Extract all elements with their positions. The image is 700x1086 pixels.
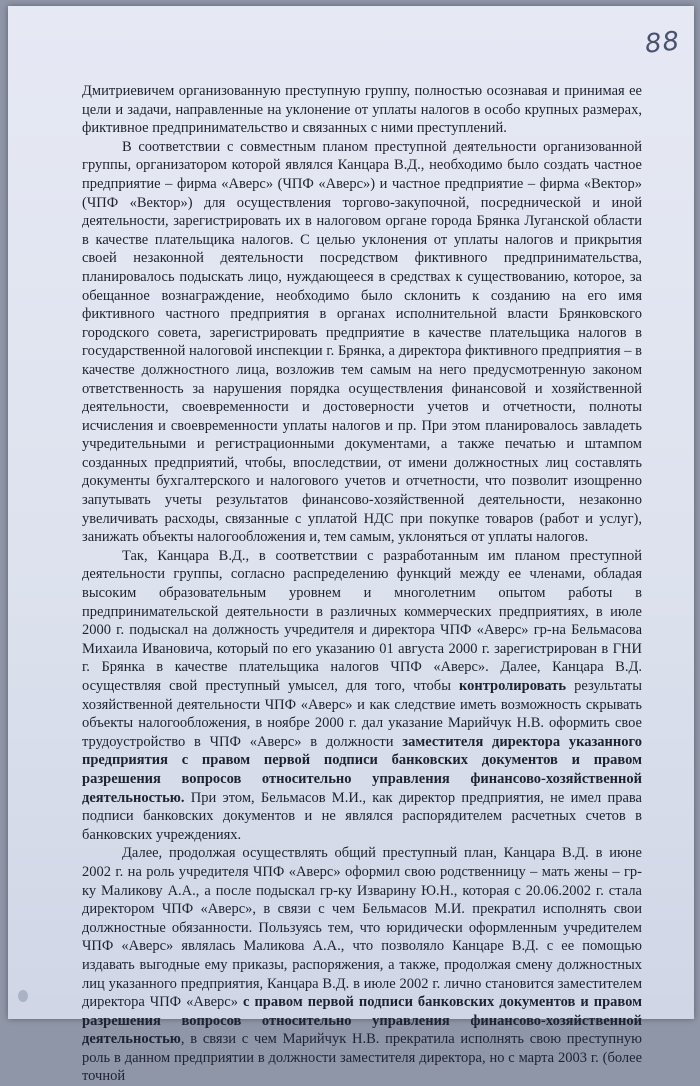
bold-text-span: с правом первой подписи банковских документов и правом разрешения вопросов относительно управления финансово-хозяйственной деятельностью (82, 994, 642, 1048)
text-span: Далее, продолжая осуществлять общий преступный план, Канцара В.Д. в июне 2002 г. на роль учредителя ЧПФ «Аверс» оформил свою родственницу – мать жены – гр-ку Маликову А.А., а после подыскал гр-ку Изварину Ю.Н., которая с 20.06.2002 г. стала директором ЧПФ «Аверс», в связи с чем Бельмасов М.И. прекратил исполнять свои должностные обязанности. Пользуясь тем, что юридически оформленным учредителем ЧПФ «Аверс» являлась Маликова А.А., что позволяло Канцаре В.Д. с ее помощью издавать выгодные ему приказы, распоряжения, а также, продолжая смену должностных лиц указанного предприятия, Канцара В.Д. в июле 2002 г. лично становится заместителем директора ЧПФ «Аверс» (82, 845, 642, 1011)
text-span: Дмитриевичем организованную преступную группу, полностью осознавая и принимая ее цели и задачи, направленные на уклонение от уплаты налогов в особо крупных размерах, фиктивное предпринимательство и связанных с ними преступлений. (82, 83, 642, 137)
document-body (82, 82, 642, 1086)
text-span: , в связи с чем Марийчук Н.В. прекратила исполнять свою преступную роль в данном предприятии в должности заместителя директора, но с марта 2003 г. (более точной (82, 1031, 642, 1085)
handwritten-page-number: 88 (643, 26, 682, 60)
bold-text-span: контролировать (458, 678, 567, 694)
text-span: При этом, Бельмасов М.И., как директор предприятия, не имел права подписи банковских документов и не являлся распорядителем расчетных счетов в банковских учреждениях. (82, 789, 642, 843)
text-span: В соответствии с совместным планом преступной деятельности организованной группы, организатором которой являлся Канцара В.Д., необходимо было создать частное предприятие – фирма «Аверс» (ЧПФ «Аверс») и частное предприятие – фирма «Вектор» (ЧПФ «Вектор») для осуществления торгово-закупочной, посреднической и иной деятельности, зарегистрировать их в налоговом органе города Брянка Луганской области в качестве плательщика налогов. С целью уклонения от уплаты налогов и прикрытия своей незаконной деятельности посредством фиктивного предпринимательства, планировалось подыскать лицо, нуждающееся в средствах к существованию, которое, за обещанное вознаграждение, необходимо было склонить к созданию на его имя фиктивного частного предприятия в органах исполнительной власти Брянковского городского совета, зарегистрировать предприятие в качестве плательщика налогов в государственной налоговой инспекции г. Брянка, а директора фиктивного предприятия – в качестве должностного лица, возложив тем самым на него предусмотренную законом ответственность за нарушения порядка осуществления финансовой и хозяйственной деятельности, своевременности и достоверности учетов и отчетности, полноты исчисления и своевременности уплаты налогов и пр. При этом планировалось завладеть учредительными и регистрационными документами, а также печатью и штампом созданных предприятий, чтобы, впоследствии, от имени должностных лиц составлять документы бухгалтерского и налогового учетов и отчетности, что позволит изощренно запутывать учеты результатов финансово-хозяйственной деятельности, незаконно увеличивать расходы, связанные с уплатой НДС при покупке товаров (работ и услуг), занижать объекты налогообложения и, тем самым, уклоняться от уплаты налогов. (82, 138, 642, 546)
document-page (8, 6, 694, 1085)
bold-text-span: заместителя директора указанного предприятия с правом первой подписи банковских документов и правом разрешения вопросов относительно управления финансово-хозяйственной деятельностью. (82, 733, 642, 806)
text-span: Так, Канцара В.Д., в соответствии с разработанным им планом преступной деятельности группы, согласно распределению функций между ее членами, обладая высоким образовательным уровнем и многолетним опытом работы в предпринимательской деятельности в различных коммерческих предприятиях, в июле 2000 г. подыскал на должность учредителя и директора ЧПФ «Аверс» гр-на Бельмасова Михаила Ивановича, который по его указанию 01 августа 2000 г. зарегистрирован в ГНИ г. Брянка в качестве плательщика налогов ЧПФ «Аверс». Далее, Канцара В.Д. осуществляя свой преступный умысел, для того, чтобы (82, 547, 642, 694)
punch-hole-mark (18, 990, 28, 1002)
paragraph (82, 547, 642, 845)
text-span: результаты хозяйственной деятельности ЧПФ «Аверс» и как следствие иметь возможность скрывать объекты налогообложения, в ноябре 2000 г. дал указание Марийчук Н.В. оформить свое трудоустройство в ЧПФ «Аверс» в должности (82, 678, 642, 750)
paragraph (82, 844, 642, 1086)
paragraph (82, 138, 642, 547)
paragraph (82, 82, 642, 138)
